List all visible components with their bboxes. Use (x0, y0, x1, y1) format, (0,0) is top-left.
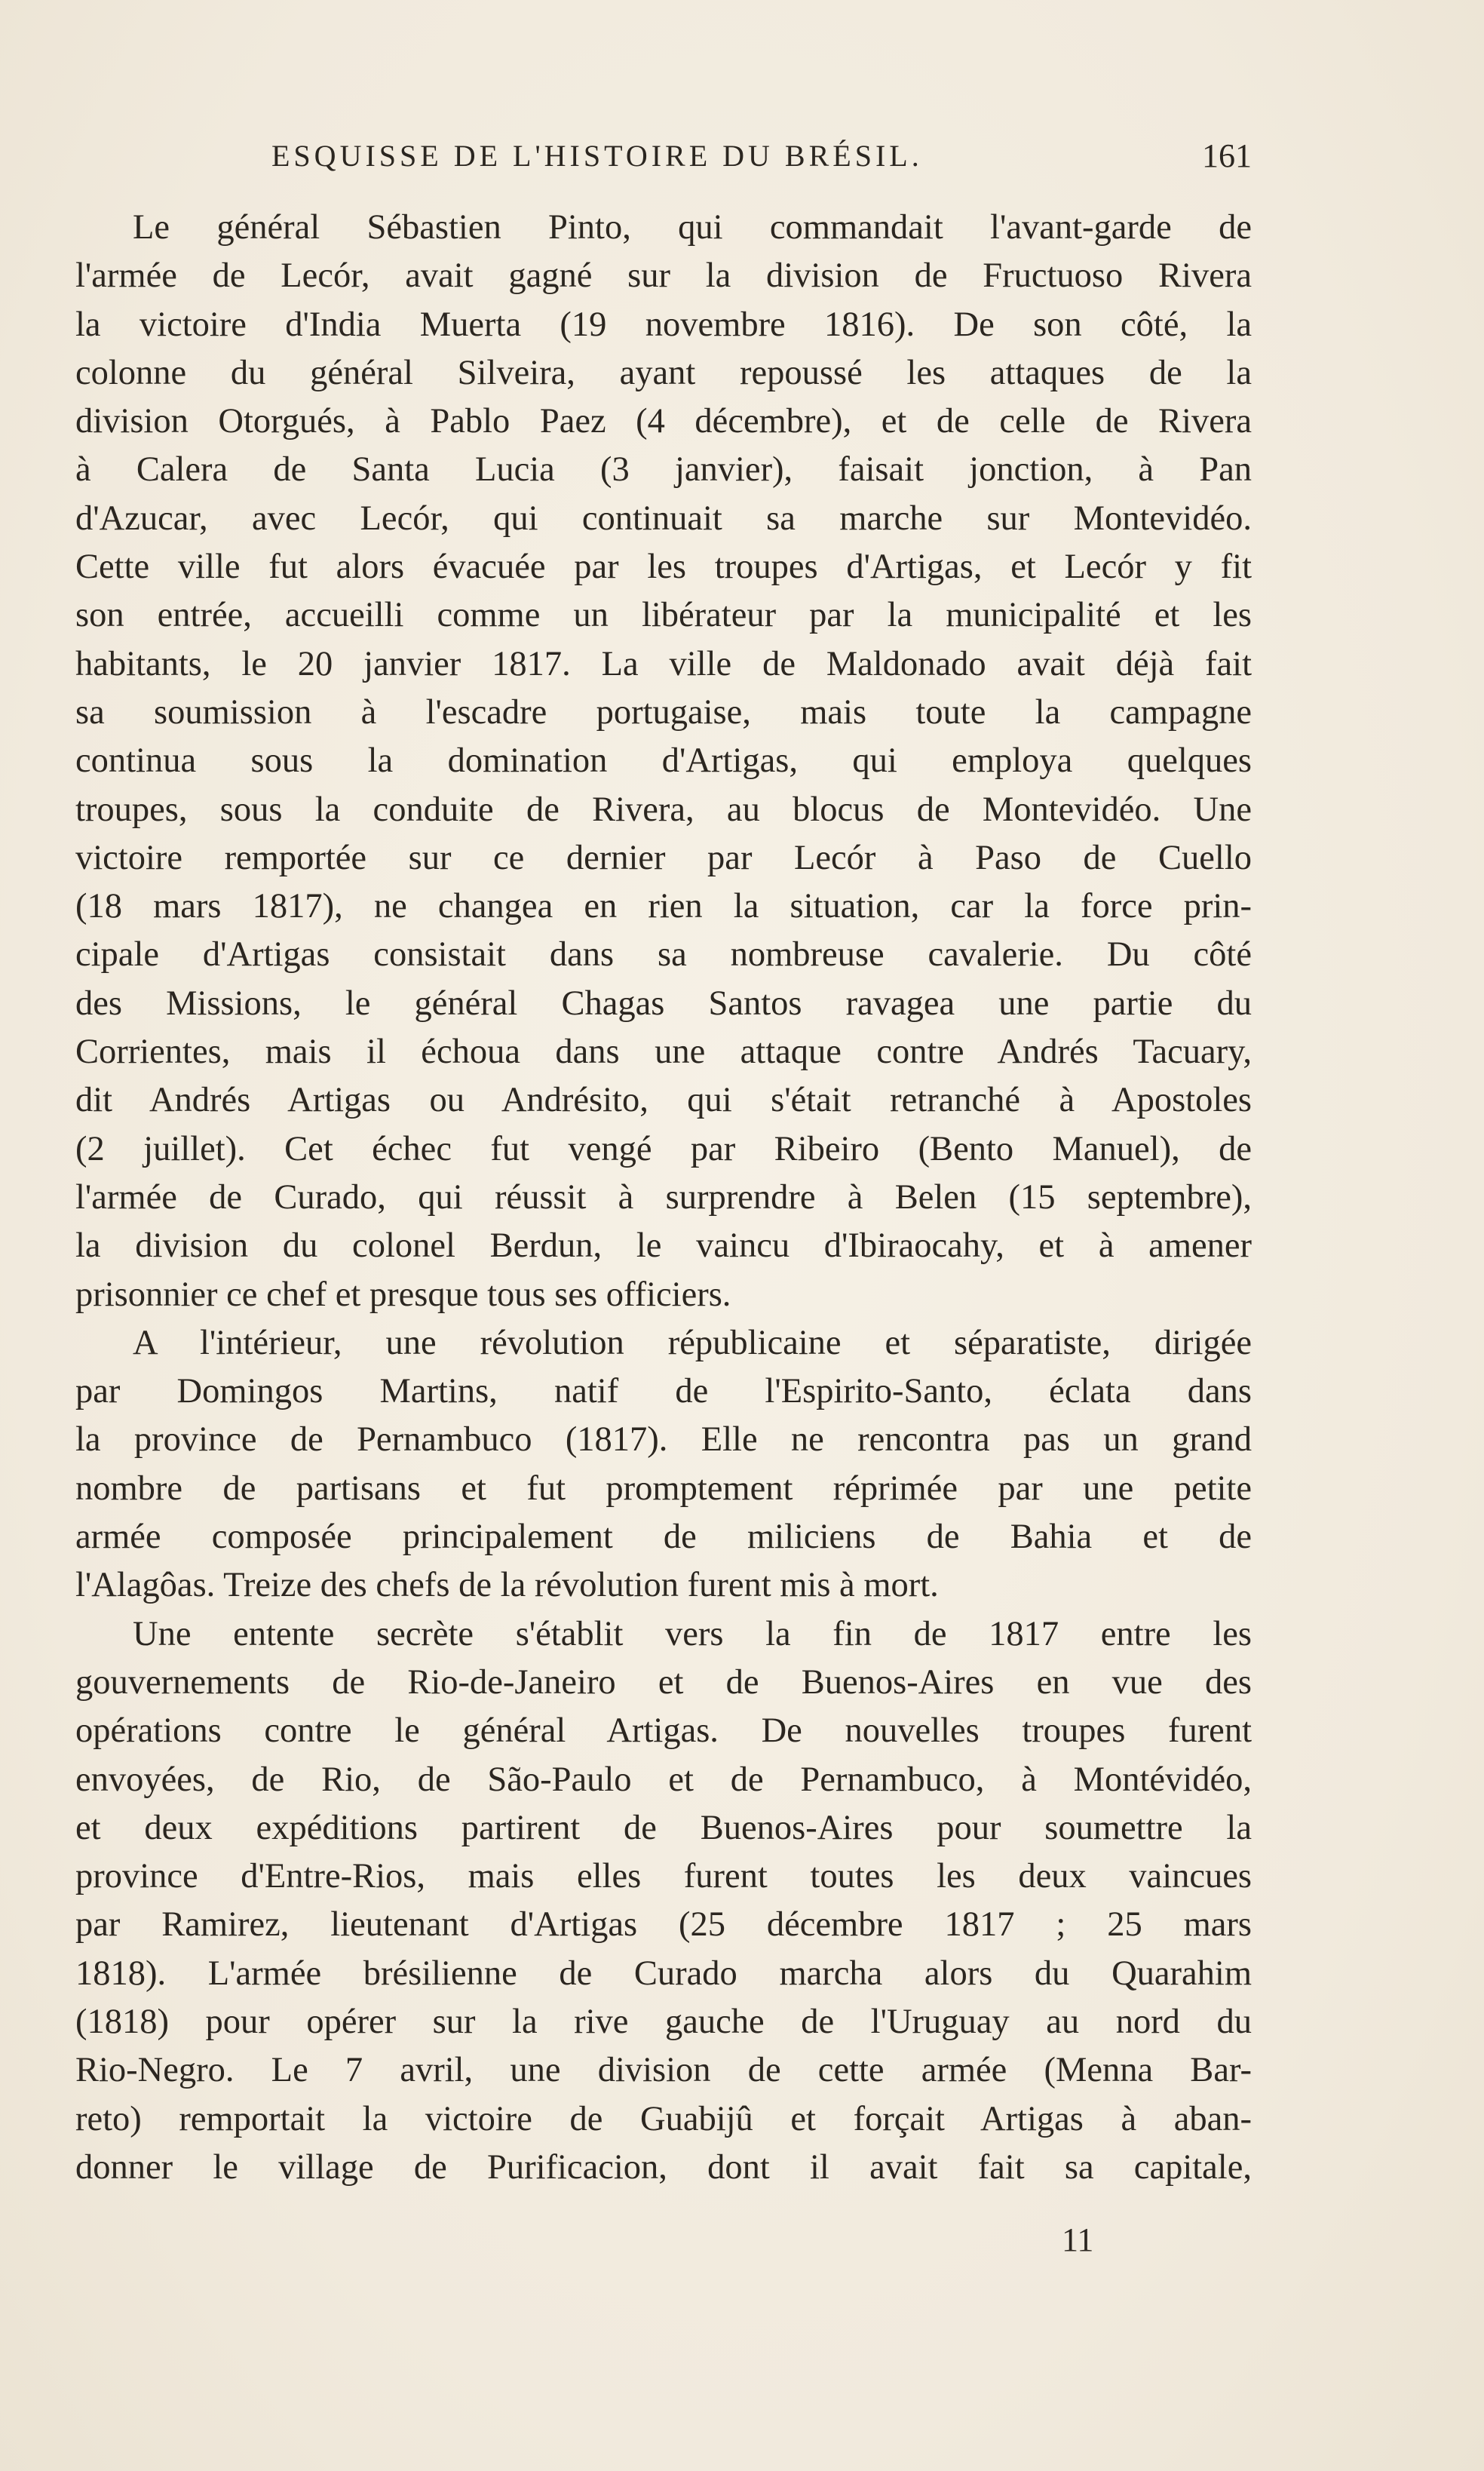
running-head (75, 130, 1252, 183)
text-line: armée composée principalement de miliciens de Bahia et de (75, 1518, 1252, 1557)
text-line: Le général Sébastien Pinto, qui commandait l'avant-garde de (133, 208, 1252, 247)
text-line: victoire remportée sur ce dernier par Lecór à Paso de Cuello (75, 838, 1252, 877)
text-line: (18 mars 1817), ne changea en rien la situation, car la force prin- (75, 887, 1252, 926)
text-line: par Domingos Martins, natif de l'Espirito-Santo, éclata dans (75, 1372, 1252, 1411)
text-line: reto) remportait la victoire de Guabijû et forçait Artigas à aban- (75, 2099, 1252, 2138)
text-line: la province de Pernambuco (1817). Elle ne rencontra pas un grand (75, 1420, 1252, 1460)
text-line: opérations contre le général Artigas. De nouvelles troupes furent (75, 1711, 1252, 1751)
text-line: donner le village de Purificacion, dont il avait fait sa capitale, (75, 2147, 1252, 2187)
text-line: la division du colonel Berdun, le vaincu d'Ibiraocahy, et à amener (75, 1226, 1252, 1266)
text-line: division Otorgués, à Pablo Paez (4 décembre), et de celle de Rivera (75, 402, 1252, 441)
text-line: 1818). L'armée brésilienne de Curado marcha alors du Quarahim (75, 1954, 1252, 1993)
text-line: d'Azucar, avec Lecór, qui continuait sa marche sur Montevidéo. (75, 499, 1252, 538)
text-line: l'armée de Lecór, avait gagné sur la division de Fructuoso Rivera (75, 256, 1252, 296)
running-title: ESQUISSE DE L'HISTOIRE DU BRÉSIL. (271, 139, 923, 173)
text-line: gouvernements de Rio-de-Janeiro et de Buenos-Aires en vue des (75, 1662, 1252, 1702)
text-line: l'Alagôas. Treize des chefs de la révolution furent mis à mort. (75, 1566, 939, 1605)
text-line: habitants, le 20 janvier 1817. La ville de Maldonado avait déjà fait (75, 644, 1252, 683)
text-line: province d'Entre-Rios, mais elles furent toutes les deux vaincues (75, 1857, 1252, 1896)
text-line: cipale d'Artigas consistait dans sa nombreuse cavalerie. Du côté (75, 935, 1252, 975)
text-line: envoyées, de Rio, de São-Paulo et de Pernambuco, à Montévidéo, (75, 1760, 1252, 1799)
text-line: à Calera de Santa Lucia (3 janvier), faisait jonction, à Pan (75, 450, 1252, 490)
text-line: (2 juillet). Cet échec fut vengé par Ribeiro (Bento Manuel), de (75, 1129, 1252, 1168)
text-line: prisonnier ce chef et presque tous ses officiers. (75, 1275, 731, 1314)
page-number: 161 (1202, 137, 1252, 174)
text-line: continua sous la domination d'Artigas, qui employa quelques (75, 741, 1252, 781)
text-line: la victoire d'India Muerta (19 novembre 1816). De son côté, la (75, 305, 1252, 344)
text-line: Une entente secrète s'établit vers la fin de 1817 entre les (133, 1614, 1252, 1653)
signature-mark: 11 (1062, 2221, 1094, 2258)
text-line: dit Andrés Artigas ou Andrésito, qui s'était retranché à Apostoles (75, 1081, 1252, 1120)
text-line: par Ramirez, lieutenant d'Artigas (25 décembre 1817 ; 25 mars (75, 1905, 1252, 1945)
text-line: sa soumission à l'escadre portugaise, mais toute la campagne (75, 692, 1252, 732)
text-line: Cette ville fut alors évacuée par les troupes d'Artigas, et Lecór y fit (75, 548, 1252, 587)
text-line: nombre de partisans et fut promptement réprimée par une petite (75, 1469, 1252, 1508)
text-line: (1818) pour opérer sur la rive gauche de l'Uruguay au nord du (75, 2002, 1252, 2041)
text-line: l'armée de Curado, qui réussit à surprendre à Belen (15 septembre), (75, 1177, 1252, 1217)
text-line: des Missions, le général Chagas Santos ravagea une partie du (75, 984, 1252, 1023)
text-line: troupes, sous la conduite de Rivera, au blocus de Montevidéo. Une (75, 790, 1252, 829)
text-line: colonne du général Silveira, ayant repoussé les attaques de la (75, 353, 1252, 392)
text-line: Corrientes, mais il échoua dans une attaque contre Andrés Tacuary, (75, 1033, 1252, 1072)
text-line: A l'intérieur, une révolution républicaine et séparatiste, dirigée (133, 1323, 1252, 1362)
text-line: son entrée, accueilli comme un libérateur par la municipalité et les (75, 596, 1252, 635)
text-line: Rio-Negro. Le 7 avril, une division de cette armée (Menna Bar- (75, 2051, 1252, 2090)
body-text (75, 204, 1252, 2192)
text-line: et deux expéditions partirent de Buenos-Aires pour soumettre la (75, 1808, 1252, 1847)
